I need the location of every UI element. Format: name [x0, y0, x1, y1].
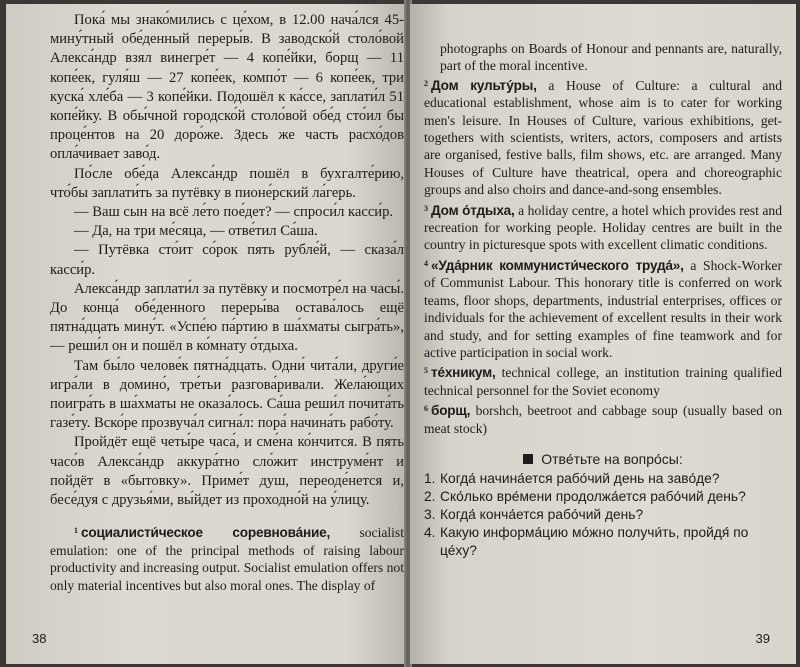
list-item: 4. Какую информа́цию мо́жно получи́ть, пройдя́ по це́ху? — [424, 524, 749, 558]
footnote-text: socialist emulation: one of the principal methods of raising labour productivity and increasing output. Socialist emulation offers not only material incentives but also moral ones. The display of — [50, 525, 404, 593]
footnote-term: Дом о́тдыха, — [431, 202, 515, 218]
footnote-text: borshch, beetroot and cabbage soup (usually based on meat stock) — [424, 403, 782, 436]
footnote-term: борщ, — [431, 403, 471, 419]
square-bullet-icon — [523, 454, 533, 464]
footnote-number: 1 — [74, 526, 78, 536]
page-number: 39 — [755, 631, 770, 646]
list-item: 2. Ско́лько вре́мени продолжа́ется рабо́чий день? — [424, 489, 746, 505]
questions-list — [424, 470, 782, 559]
paragraph: Алекса́ндр заплати́л за путёвку и посмотре́л на часы́. До конца́ обе́денного переры́ва остава́лось ещё пятна́дцать мину́т. «Успе́ю па́ртию в ша́хматы сыгра́ть», — реши́л он и пошёл в ко́мнату о́тдыха. — [50, 280, 404, 355]
footnote-continuation: photographs on Boards of Honour and pennants are, naturally, part of the moral incentive. — [440, 41, 782, 74]
paragraph: Там бы́ло челове́к пятна́дцать. Одни́ чита́ли, други́е игра́ли в домино́, тре́тьи разгова́ривали. Жела́ющих поигра́ть в ша́хматы не оказа́лось. Са́ша реши́л почита́ть газе́ту. Вско́ре прозвуча́л сигна́л: пора́ начина́ть рабо́ту. — [50, 357, 404, 432]
right-text-column — [424, 40, 782, 559]
paragraph: Пройдёт ещё четы́ре часа́, и сме́на ко́нчится. В пять часо́в Алекса́ндр аккура́тно сло́жит инструме́нт и пойдёт в «бытовку». Приме́т душ, переоде́нется и, бесе́дуя с друзья́ми, вы́йдет из проходно́й на у́лицу. — [50, 434, 404, 509]
paragraph: — Путёвка сто́ит со́рок пять рубле́й, — сказа́л касси́р. — [50, 242, 404, 278]
paragraph: — Ваш сын на всё ле́то пое́дет? — спроси́л касси́р. — [74, 204, 394, 221]
footnote — [424, 400, 782, 437]
footnote-term: те́хникум, — [431, 365, 496, 381]
list-item: 3. Когда́ конча́ется рабо́чий день? — [424, 506, 644, 522]
paragraph: — Да, на три ме́сяца, — отве́тил Са́ша. — [74, 223, 318, 240]
questions-heading: Отве́тьте на вопро́сы: — [424, 451, 782, 468]
paragraph: Пока́ мы знако́мились с це́хом, в 12.00 нача́лся 45-мину́тный обе́денный переры́в. В заводско́й столо́вой Алекса́ндр взял винегре́т — 4 копе́йки, борщ — 11 копе́ек, гуля́ш — 27 копе́ек, компо́т — 6 копе́ек, три куска́ хле́ба — 3 копе́йки. Подошёл к ка́ссе, заплати́л 51 копе́йку. В обы́чной городско́й столо́вой обе́д сто́ил бы проце́нтов на 20 доро́же. Здесь же часть расхо́дов опла́чивает заво́д. — [50, 12, 404, 163]
footnote — [424, 362, 782, 399]
footnote-number: 5 — [424, 366, 428, 376]
footnote-number: 6 — [424, 404, 428, 414]
left-text-column — [50, 11, 404, 594]
footnote — [424, 255, 782, 361]
footnote-number: 3 — [424, 203, 428, 213]
list-item: 1. Когда́ начина́ется рабо́чий день на заво́де? — [424, 471, 720, 487]
right-page — [410, 4, 796, 664]
footnote-term: Дом культу́ры, — [431, 77, 537, 93]
footnote-term: социалисти́ческое соревнова́ние, — [81, 525, 331, 541]
footnote-text: a holiday centre, a hotel which provides rest and recreation for working people. Holiday centres are built in the country in picturesque spots with excellent climatic conditions. — [424, 202, 782, 253]
footnote-term: «Уда́рник коммунисти́ческого труда́», — [431, 257, 684, 273]
footnote — [424, 200, 782, 254]
footnote — [50, 522, 404, 594]
footnote-text: a House of Culture: a cultural and educational establishment, whose aim is to cater for working men's leisure. In Houses of Culture, various exhibitions, get-togethers with scientists, writers, actors, composers and artists are organised, festive balls, film shows, etc. are arranged. Many Houses of Culture have theatrical, opera and choreographic groups and also choirs and dance-and-song ensembles. — [424, 77, 782, 198]
footnote-text: a Shock-Worker of Communist Labour. This honorary title is conferred on work teams, floor shops, departments, industrial enterprises, offices or individuals for the achievement of excellent results in their work and study, and for setting examples of fine teamwork and for active participation in social work. — [424, 257, 782, 360]
page-number: 38 — [32, 631, 47, 646]
left-page — [6, 4, 408, 664]
footnote-text: technical college, an institution training qualified technical personnel for the Soviet economy — [424, 365, 782, 398]
paragraph: По́сле обе́да Алекса́ндр пошёл в бухгалте́рию, что́бы заплати́ть за путёвку в пионе́рский ла́герь. — [50, 165, 404, 201]
footnote — [424, 75, 782, 199]
footnote-number: 2 — [424, 78, 428, 88]
footnote-number: 4 — [424, 258, 428, 268]
